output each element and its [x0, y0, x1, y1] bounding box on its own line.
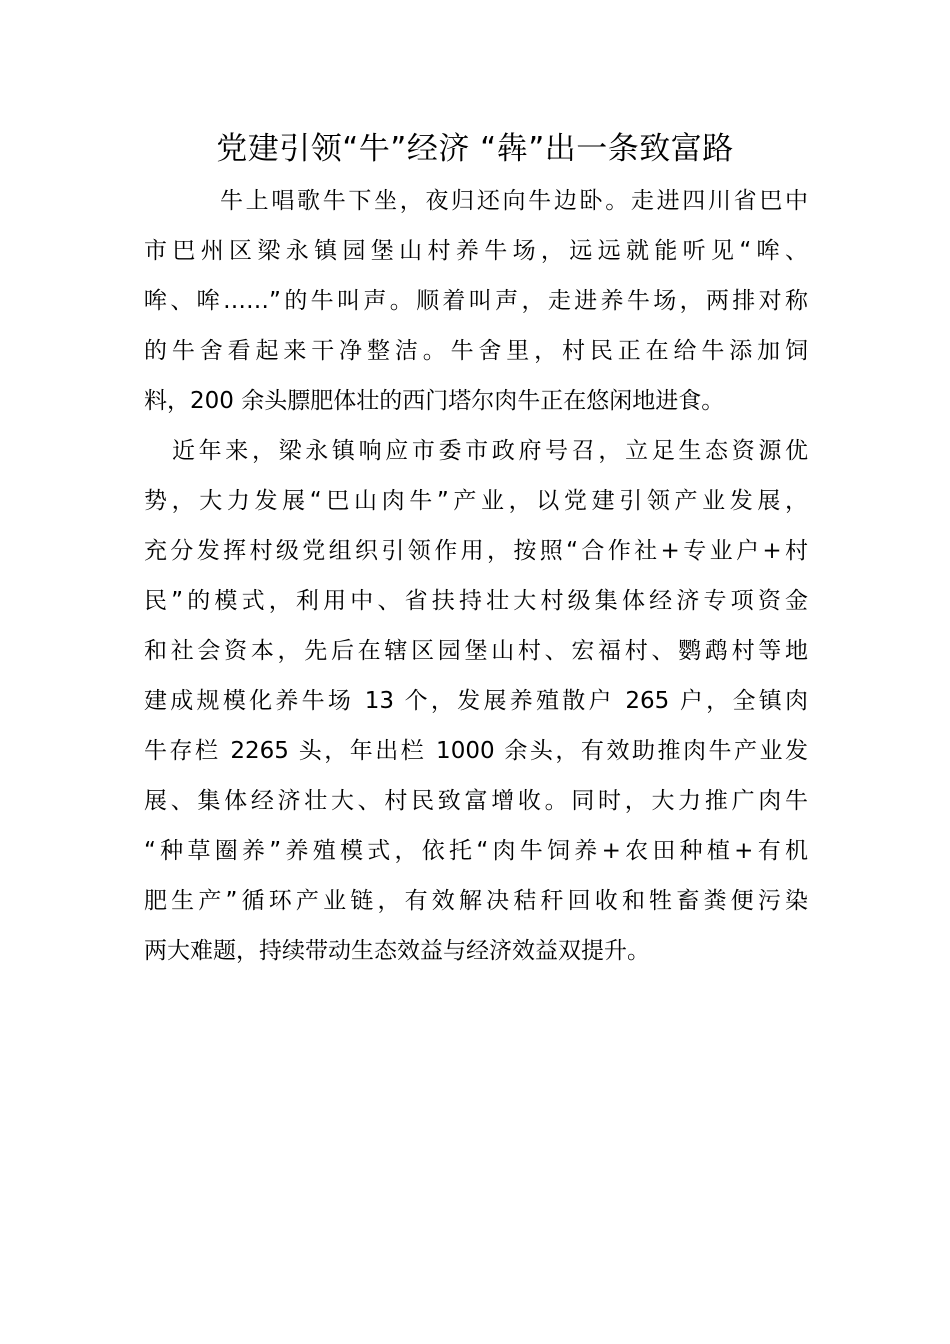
paragraph-line: 充分发挥村级党组织引领作用，按照“合作社+专业户+村	[144, 538, 808, 564]
paragraph-line: 两大难题，持续带动生态效益与经济效益双提升。	[144, 938, 650, 964]
paragraph-line: 料，200 余头膘肥体壮的西门塔尔肉牛正在悠闲地进食。	[144, 388, 725, 414]
paragraph-line: 展、集体经济壮大、村民致富增收。同时，大力推广肉牛	[144, 788, 808, 814]
paragraph-line: 和社会资本，先后在辖区园堡山村、宏福村、鹦鹉村等地	[144, 638, 808, 664]
paragraph-line: 民”的模式，利用中、省扶持壮大村级集体经济专项资金	[144, 588, 808, 614]
paragraph-line: 牛上唱歌牛下坐，夜归还向牛边卧。走进四川省巴中	[220, 188, 808, 214]
paragraph-line: 近年来，梁永镇响应市委市政府号召，立足生态资源优	[172, 438, 808, 464]
paragraph-line: 势，大力发展“巴山肉牛”产业，以党建引领产业发展，	[144, 488, 808, 514]
paragraph-line: 市巴州区梁永镇园堡山村养牛场，远远就能听见“哞、	[144, 238, 808, 264]
paragraph-line: 肥生产”循环产业链，有效解决秸秆回收和牲畜粪便污染	[144, 888, 808, 914]
paragraph-line: 哞、哞……”的牛叫声。顺着叫声，走进养牛场，两排对称	[144, 288, 808, 314]
paragraph-line: 建成规模化养牛场 13 个，发展养殖散户 265 户，全镇肉	[144, 688, 808, 714]
document-title: 党建引领“牛”经济 “犇”出一条致富路	[216, 131, 734, 167]
paragraph-line: 牛存栏 2265 头，年出栏 1000 余头，有效助推肉牛产业发	[144, 738, 808, 764]
paragraph-line: 的牛舍看起来干净整洁。牛舍里，村民正在给牛添加饲	[144, 338, 808, 364]
paragraph-line: “种草圈养”养殖模式，依托“肉牛饲养+农田种植+有机	[144, 838, 808, 864]
